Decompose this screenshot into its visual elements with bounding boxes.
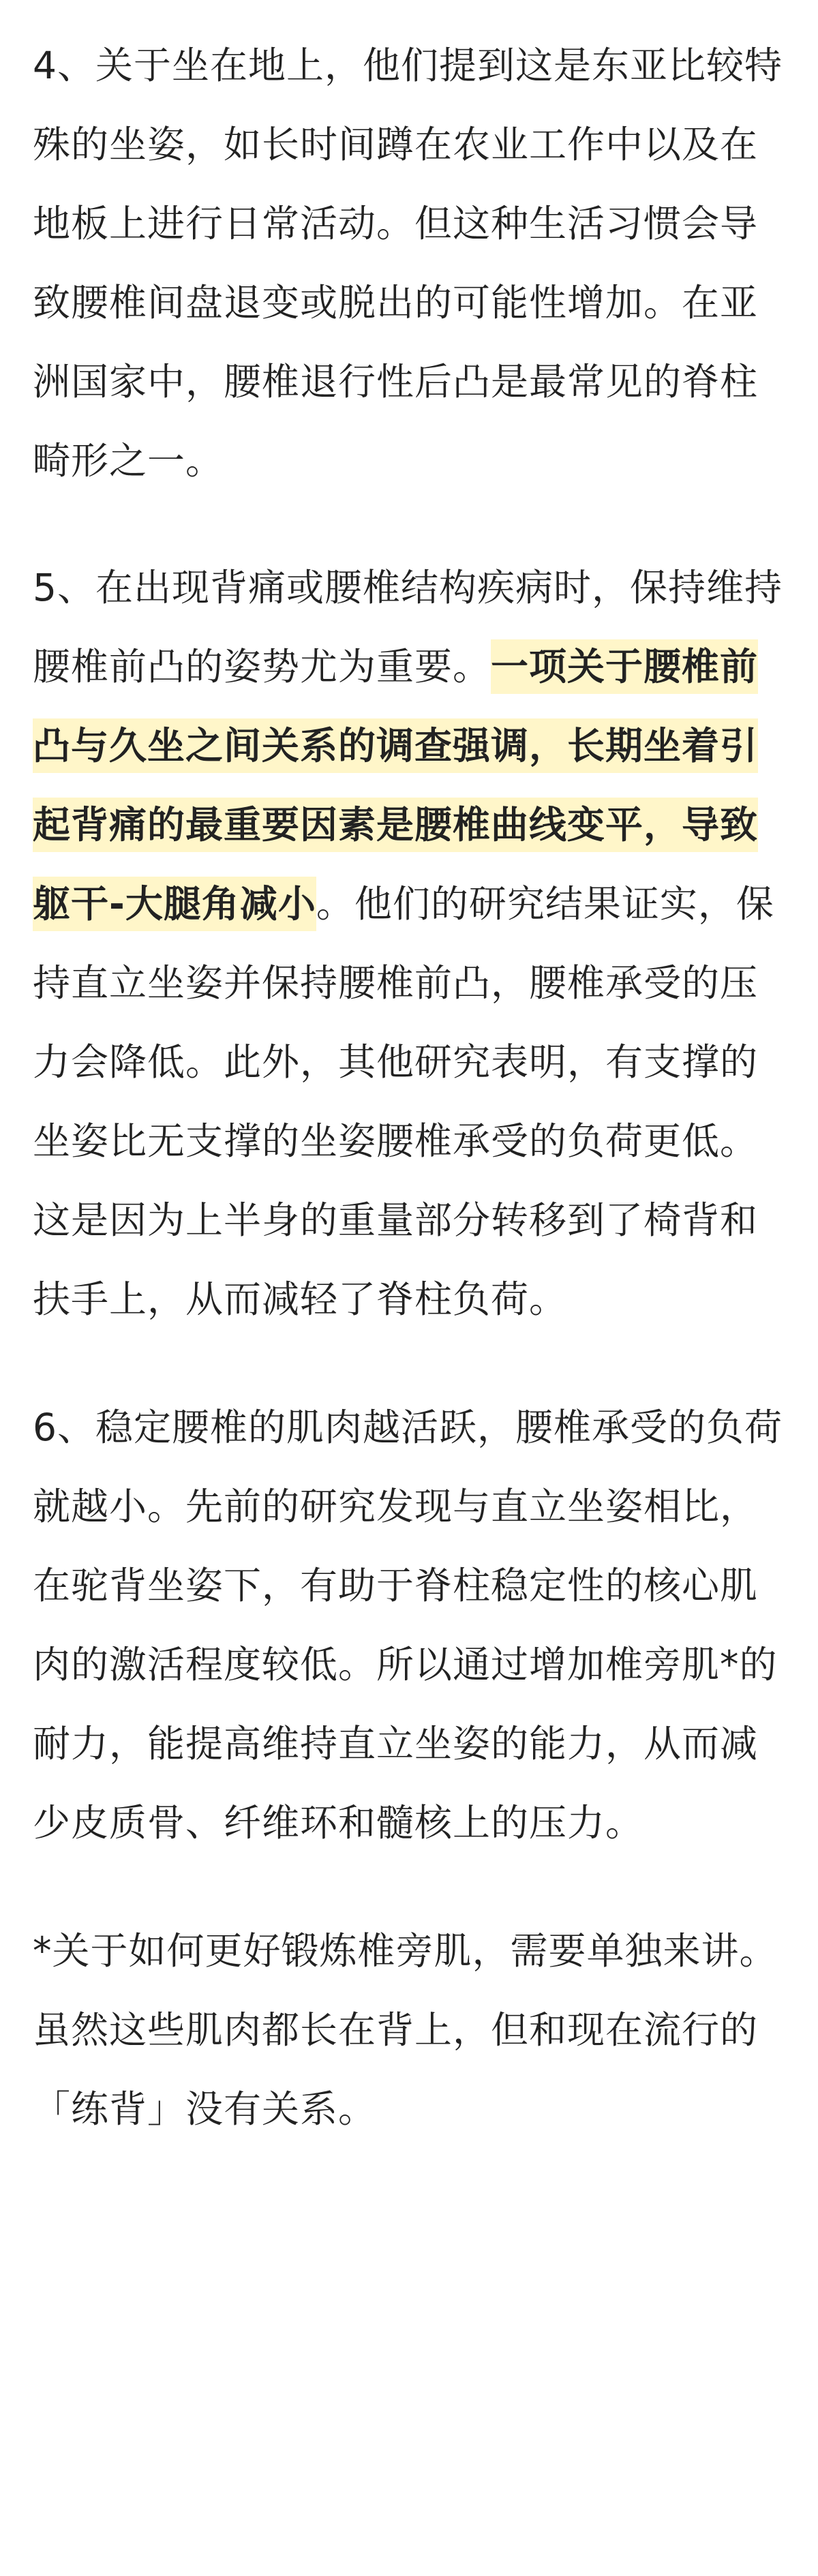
paragraph-text-before-highlight: 5、在出现背痛或腰椎结构疾病时，保持维持腰椎前凸的姿势尤为重要。 bbox=[33, 566, 783, 688]
paragraph-lumbar-lordosis bbox=[33, 548, 789, 1339]
paragraph-text-after-highlight: 。他们的研究结果证实，保持直立坐姿并保持腰椎前凸，腰椎承受的压力会降低。此外，其他研究表明，有支撑的坐姿比无支撑的坐姿腰椎承受的负荷更低。这是因为上半身的重量部分转移到了椅背和扶手上，从而减轻了脊柱负荷。 bbox=[33, 882, 774, 1321]
paragraph-core-muscles bbox=[33, 1388, 789, 1862]
highlighted-text: 一项关于腰椎前凸与久坐之间关系的调查强调，长期坐着引起背痛的最重要因素是腰椎曲线变平，导致躯干-大腿角减小 bbox=[33, 639, 758, 931]
footnote-text: *关于如何更好锻炼椎旁肌，需要单独来讲。虽然这些肌肉都长在背上，但和现在流行的「练背」没有关系。 bbox=[33, 1929, 778, 2131]
footnote-paraspinal-muscles bbox=[33, 1911, 789, 2149]
paragraph-sitting-on-floor bbox=[33, 26, 789, 500]
paragraph-text: 6、稳定腰椎的肌肉越活跃，腰椎承受的负荷就越小。先前的研究发现与直立坐姿相比，在驼背坐姿下，有助于脊柱稳定性的核心肌肉的激活程度较低。所以通过增加椎旁肌*的耐力，能提高维持直立坐姿的能力，从而减少皮质骨、纤维环和髓核上的压力。 bbox=[33, 1406, 783, 1845]
article-body bbox=[33, 26, 789, 2149]
paragraph-text: 4、关于坐在地上，他们提到这是东亚比较特殊的坐姿，如长时间蹲在农业工作中以及在地板上进行日常活动。但这种生活习惯会导致腰椎间盘退变或脱出的可能性增加。在亚洲国家中，腰椎退行性后凸是最常见的脊柱畸形之一。 bbox=[33, 44, 783, 483]
